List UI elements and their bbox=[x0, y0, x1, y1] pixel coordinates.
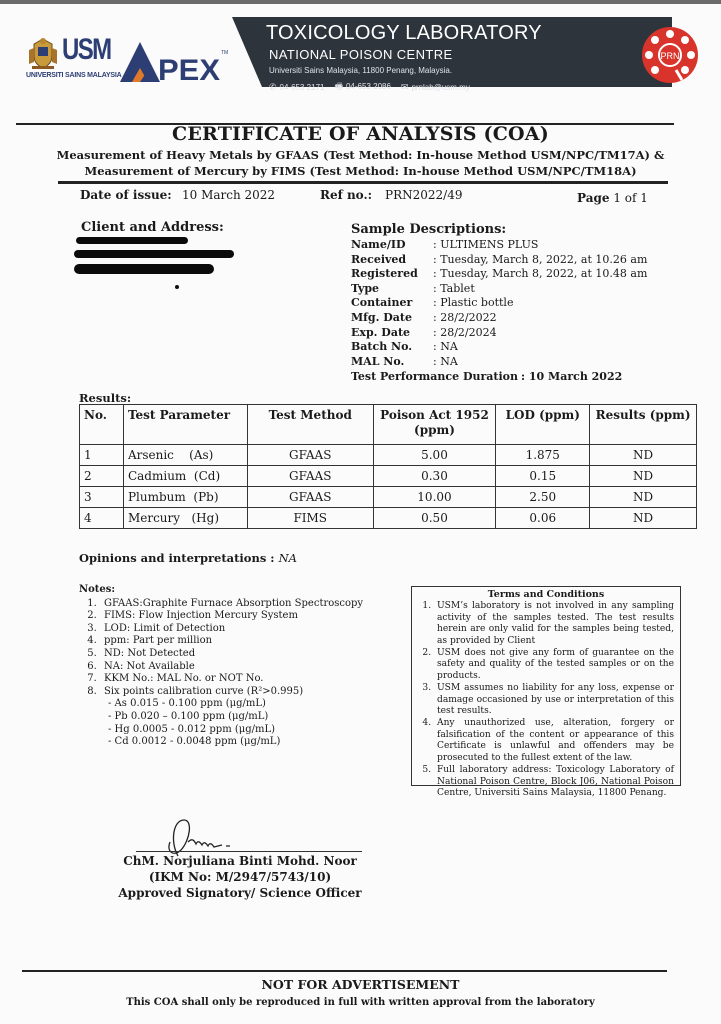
usm-logo-subtitle: UNIVERSITI SAINS MALAYSIA bbox=[26, 72, 122, 79]
note-item: 8. Six points calibration curve (R²>0.995) bbox=[100, 686, 363, 699]
sample-field-value: : Plastic bottle bbox=[433, 296, 514, 310]
cell-result: ND bbox=[590, 487, 697, 508]
terms-item: 4. Any unauthorized use, alteration, forgery or falsification of the content or appearance of this Certificate is unlawful and offenders may be prosecuted to the fullest extent of the law. bbox=[434, 718, 674, 764]
usm-logo-text: USM bbox=[62, 33, 111, 66]
calibration-range-item: - Hg 0.0005 - 0.012 ppm (μg/mL) bbox=[108, 723, 276, 735]
cell-parameter: Arsenic (As) bbox=[123, 445, 247, 466]
sample-field-value: : 28/2/2022 bbox=[433, 310, 497, 324]
date-label: Date of issue: bbox=[80, 188, 172, 202]
prn-logo-text: PRN bbox=[660, 51, 680, 61]
sample-field-row bbox=[351, 326, 647, 341]
email-icon: ✉ bbox=[400, 81, 409, 92]
table-row bbox=[80, 508, 697, 529]
sample-field-row bbox=[351, 340, 647, 355]
footer-reproduction-notice: This COA shall only be reproduced in full with written approval from the laboratory bbox=[126, 997, 595, 1008]
email-address: prnlab@usm.my bbox=[411, 82, 470, 92]
test-duration-row bbox=[351, 370, 647, 385]
test-duration-value: : 10 March 2022 bbox=[521, 370, 623, 384]
note-item: 5. ND: Not Detected bbox=[100, 648, 363, 661]
title-rule-bottom bbox=[58, 181, 668, 184]
cell-no: 4 bbox=[80, 508, 124, 529]
cell-no: 1 bbox=[80, 445, 124, 466]
date-value: 10 March 2022 bbox=[182, 188, 276, 202]
sample-field-value: : 28/2/2024 bbox=[433, 325, 497, 339]
col-header-poison-act: Poison Act 1952 (ppm) bbox=[373, 405, 496, 445]
lab-title: TOXICOLOGY LABORATORY bbox=[266, 22, 542, 44]
sample-field-row bbox=[351, 311, 647, 326]
note-item: 4. ppm: Part per million bbox=[100, 635, 363, 648]
note-item: 7. KKM No.: MAL No. or NOT No. bbox=[100, 673, 363, 686]
terms-item: 2. USM does not give any form of guarantee on the safety and quality of the tested samples or on the products. bbox=[434, 648, 674, 682]
sample-field-row bbox=[351, 282, 647, 297]
cell-method: GFAAS bbox=[247, 466, 373, 487]
sample-field-label: Registered bbox=[351, 267, 418, 281]
table-row bbox=[80, 487, 697, 508]
certificate-subtitle-line1: Measurement of Heavy Metals by GFAAS (Test Method: In-house Method USM/NPC/TM17A) & bbox=[56, 148, 665, 162]
phone-contact bbox=[269, 82, 324, 93]
cell-lod: 0.06 bbox=[496, 508, 590, 529]
cell-no: 2 bbox=[80, 466, 124, 487]
footer-not-for-ad: NOT FOR ADVERTISEMENT bbox=[261, 977, 460, 992]
signature-line bbox=[136, 851, 362, 852]
cell-result: ND bbox=[590, 508, 697, 529]
cell-method: GFAAS bbox=[247, 487, 373, 508]
cell-lod: 1.875 bbox=[496, 445, 590, 466]
note-item: 2. FIMS: Flow Injection Mercury System bbox=[100, 610, 363, 623]
results-header-row bbox=[80, 405, 697, 445]
page-label: Page bbox=[577, 191, 610, 205]
col-header-no: No. bbox=[80, 405, 124, 445]
sample-field-value: : Tuesday, March 8, 2022, at 10.26 am bbox=[433, 252, 648, 266]
client-title: Client and Address: bbox=[81, 220, 224, 235]
sample-descriptions bbox=[351, 222, 647, 385]
page-indicator bbox=[577, 191, 648, 205]
phone-icon: ✆ bbox=[269, 81, 277, 92]
note-item: 1. GFAAS:Graphite Furnace Absorption Spectroscopy bbox=[100, 598, 363, 611]
svg-text:PEX: PEX bbox=[158, 54, 220, 84]
sample-field-label: MAL No. bbox=[351, 354, 405, 368]
cell-lod: 0.15 bbox=[496, 466, 590, 487]
sample-field-label: Type bbox=[351, 281, 380, 295]
sample-field-row bbox=[351, 355, 647, 370]
fax-number: 04-653 2086 bbox=[345, 82, 391, 91]
signatory-ikm: (IKM No: M/2947/5743/10) bbox=[148, 870, 332, 884]
col-header-lod: LOD (ppm) bbox=[496, 405, 590, 445]
calibration-range-item: - Cd 0.0012 - 0.0048 ppm (μg/mL) bbox=[108, 736, 281, 748]
cell-poison-act-limit: 0.30 bbox=[373, 466, 496, 487]
fax-contact bbox=[334, 79, 390, 95]
sample-field-value: : Tablet bbox=[433, 281, 475, 295]
cell-lod: 2.50 bbox=[496, 487, 590, 508]
opinions-label: Opinions and interpretations : bbox=[79, 551, 275, 565]
sample-field-row bbox=[351, 253, 647, 268]
col-header-method: Test Method bbox=[247, 405, 373, 445]
col-header-results: Results (ppm) bbox=[590, 405, 697, 445]
cell-parameter: Mercury (Hg) bbox=[123, 508, 247, 529]
signatory-role: Approved Signatory/ Science Officer bbox=[118, 886, 362, 900]
sample-field-label: Container bbox=[351, 296, 413, 310]
notes-title: Notes: bbox=[79, 584, 116, 595]
redaction-mark bbox=[76, 237, 188, 244]
terms-title: Terms and Conditions bbox=[487, 589, 605, 600]
page-value: 1 of 1 bbox=[613, 191, 648, 205]
sample-title: Sample Descriptions: bbox=[351, 222, 507, 237]
calibration-range-item: - Pb 0.020 – 0.100 ppm (μg/mL) bbox=[108, 710, 269, 722]
ref-value: PRN2022/49 bbox=[385, 188, 463, 202]
email-contact bbox=[401, 82, 470, 93]
signatory-block bbox=[0, 853, 480, 901]
sample-field-value: : Tuesday, March 8, 2022, at 10.48 am bbox=[433, 267, 648, 281]
cell-parameter: Cadmium (Cd) bbox=[123, 466, 247, 487]
col-header-parameter: Test Parameter bbox=[123, 405, 247, 445]
test-duration-label: Test Performance Duration bbox=[351, 370, 519, 384]
sample-field-label: Exp. Date bbox=[351, 325, 411, 339]
notes-section bbox=[79, 584, 363, 749]
note-item: 3. LOD: Limit of Detection bbox=[100, 623, 363, 636]
signatory-name: ChM. Norjuliana Binti Mohd. Noor bbox=[123, 854, 357, 868]
cell-poison-act-limit: 5.00 bbox=[373, 445, 496, 466]
table-row bbox=[80, 445, 697, 466]
note-item: 6. NA: Not Available bbox=[100, 661, 363, 674]
cell-method: GFAAS bbox=[247, 445, 373, 466]
results-label: Results: bbox=[79, 391, 132, 405]
sample-field-value: : NA bbox=[433, 354, 458, 368]
cell-poison-act-limit: 0.50 bbox=[373, 508, 496, 529]
calibration-range-item: - As 0.015 - 0.100 ppm (μg/mL) bbox=[108, 698, 266, 710]
fax-icon: 🖷 bbox=[334, 81, 343, 91]
results-table bbox=[79, 404, 697, 529]
table-row bbox=[80, 466, 697, 487]
redaction-mark bbox=[74, 250, 234, 258]
certificate-title: CERTIFICATE OF ANALYSIS (COA) bbox=[172, 123, 549, 145]
cell-result: ND bbox=[590, 466, 697, 487]
ref-label: Ref no.: bbox=[320, 188, 373, 202]
opinions-row bbox=[79, 551, 297, 565]
apex-logo bbox=[118, 40, 230, 84]
sample-field-value: : ULTIMENS PLUS bbox=[433, 238, 539, 251]
terms-item: 1. USM’s laboratory is not involved in any sampling activity of the samples tested. The test results herein are only valid for the samples being tested, as provided by Client bbox=[434, 601, 674, 647]
cell-parameter: Plumbum (Pb) bbox=[123, 487, 247, 508]
opinions-value: NA bbox=[278, 551, 297, 565]
phone-number: 04-653 2171 bbox=[279, 82, 325, 92]
sample-field-label: Batch No. bbox=[351, 340, 413, 354]
footer-rule bbox=[22, 970, 667, 972]
scan-top-edge bbox=[0, 0, 721, 4]
sample-field-row bbox=[351, 296, 647, 311]
usm-crest-logo bbox=[26, 36, 60, 70]
lab-address: Universiti Sains Malaysia, 11800 Penang, Malaysia. bbox=[269, 66, 453, 75]
lab-subtitle: NATIONAL POISON CENTRE bbox=[269, 47, 453, 62]
redaction-mark bbox=[74, 264, 214, 274]
terms-box bbox=[411, 586, 681, 798]
lab-contacts bbox=[269, 79, 470, 95]
sample-field-label: Mfg. Date bbox=[351, 310, 413, 324]
sample-field-row bbox=[351, 238, 647, 253]
svg-text:TM: TM bbox=[221, 50, 229, 56]
sample-field-value: : NA bbox=[433, 340, 458, 354]
terms-item: 5. Full laboratory address: Toxicology Laboratory of National Poison Centre, Block J06, National Poison Centre, Universiti Sains Malaysia, 11800 Penang. bbox=[434, 765, 674, 799]
cell-poison-act-limit: 10.00 bbox=[373, 487, 496, 508]
cell-no: 3 bbox=[80, 487, 124, 508]
cell-method: FIMS bbox=[247, 508, 373, 529]
sample-field-label: Name/ID bbox=[351, 238, 406, 251]
sample-field-label: Received bbox=[351, 252, 407, 266]
cell-result: ND bbox=[590, 445, 697, 466]
certificate-subtitle-line2: Measurement of Mercury by FIMS (Test Method: In-house Method USM/NPC/TM18A) bbox=[84, 164, 637, 178]
ink-dot bbox=[175, 285, 179, 289]
sample-field-row bbox=[351, 267, 647, 282]
prn-logo bbox=[640, 25, 700, 85]
terms-item: 3. USM assumes no liability for any loss, expense or damage occasioned by use or interpretation of this test results. bbox=[434, 683, 674, 717]
